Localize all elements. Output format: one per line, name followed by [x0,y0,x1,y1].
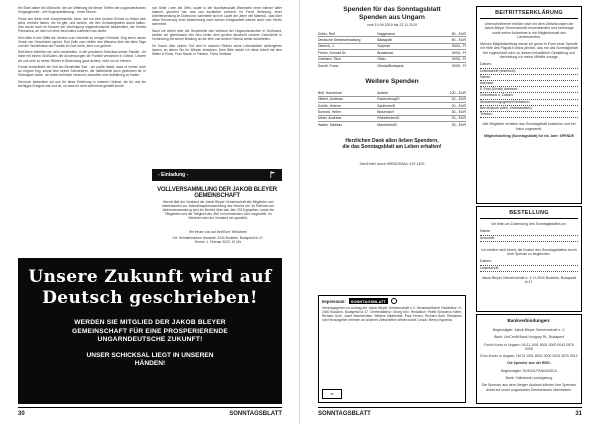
donor-place: Budakeszi [377,50,433,56]
invitation-date: Termin: 1. Februar 2020, 10 Uhr [194,240,242,245]
donation-amount: 5000,- Ft [433,43,466,49]
order-field-address[interactable]: Anschrift: [480,236,578,242]
donor-place: Aufsee [377,90,389,95]
donor-name: Kohlle, Helene [318,103,377,109]
footer-title: SONNTAGSBLATT [318,411,371,417]
membership-intro: Unterschriebener erkläre mich mit dem Zielsetzungen der Jakob Bleyer Gemeinschaft einverstanden und beantrage somit meine Aufnahme in die Mitgliedschaft des Landesvereins. [484,22,574,39]
invitation-closing: Wir freuen uns auf Ihre/Eure Teilnahme! [188,230,248,234]
donor-place: Bissendorf [377,109,433,115]
donor-place: Mannheim/D [377,122,433,128]
donation-amount: 20,- EUR [433,103,466,109]
membership-note: Alle Mitglieder erhalten das Sonntagsblatt kostenlos und frei Haus zugesandt. [482,122,576,131]
appeal-line: HÄNDEN! [134,360,166,368]
donor-place: Ófalu [377,56,433,62]
slogan-heading [18,267,282,309]
bank-title: Bankverbindungen: [507,318,551,323]
order-intro: Ich bitte um Zusendung des Sonntagsblattes an: [491,222,567,226]
donation-amount: 50,- EUR [451,31,466,36]
invitation-title: VOLLVERSAMMLUNG DER JAKOB BLEYER GEMEINSCHAFT [157,187,277,199]
page-right [300,0,600,424]
thanks-line: Herzlichen Dank allen lieben Spendern, [345,137,439,144]
bank-line: Die Spender aus der BRD: [507,361,551,366]
donor-name: Keller, Rolf [318,31,335,36]
donor-place: Óbuda/Budapest [377,62,433,68]
other-donations-title: Weitere Spenden [365,78,419,86]
donor-place: Nagymaros [377,31,396,36]
article-paragraph: Freue wer diese eine Komplementär, einer, der nur eine schöne Einheit zu finden sich weiß, erreicht haben, die es gibt, und welche, die ihre Schwierigkeiten damit hatten. Das wurde auch im Konzert der Vereinigung ungarndeutscher Akademiker, der Suevia Pannonica, an dem ich ohne besonders zufrieden war durfte. [18,16,146,33]
donor-place: Solymár [377,43,433,49]
donation-amount: 20,- EUR [433,96,466,102]
membership-appeal [18,319,282,345]
donor-name: Walter, Mathias [318,122,377,128]
page-footer [318,407,582,417]
order-note: Ich erkläre mich bereit, die Kosten des Sonntagsblattes durch eine Spende zu begleichen. [481,247,577,256]
donations-period: vom 10.09.2019 bis 22.11.2019 [366,23,418,27]
donation-amount: 5000,- Ft [433,50,466,56]
donor-name: Szedli, Franz [318,62,377,68]
donor-name: Fenez, Konrad Dr. [318,50,377,56]
logo-circle-icon [391,298,397,304]
invitation-label: - Einladung - [158,172,189,178]
bank-line: Begünstigter: Jakob Bleyer Gemeinschaft e. V. [492,328,566,332]
appeal-line: UNSER SCHICKSAL LIEGT IN UNSEREN [86,351,214,359]
article-column-1 [18,6,146,91]
donations-hungary-table [318,31,466,68]
donor-name: Gebhard, Tibor [318,56,377,62]
donation-row [318,122,466,128]
donor-place: Bátaapáti [377,37,433,43]
donation-row [318,62,466,68]
form-field-address[interactable]: Adresse: [480,81,578,87]
order-field-date[interactable]: Datum: [480,259,578,265]
page-number: 31 [575,411,582,417]
donation-amount: 25,- EUR [433,122,466,128]
thanks-message [318,138,466,151]
slogan-line: Unsere Zukunft wird auf [28,267,272,287]
order-address: Jakob Bleyer Gemeinschaft e. V. H-2040 Budaörs, Budapesti út 47. [481,275,577,284]
donations-other-table [318,90,466,127]
impressum-box [318,295,466,403]
article-column-2 [152,6,282,59]
article-paragraph: Ihr Trauer über seinen Tod wird in unseren Reihen seine Lebensbilder weitergehen lassen, an denen Sie Ihr Wissen einsetzen. Dem Bitte werde ich diese Arbeit mit dem Willen in Ruhe, Frau Rauch in Frieden. Frenz Verfasst. [152,43,282,56]
impressum-stamp: SB [322,389,342,399]
article-paragraph: Sein bitte in den Mitte die Vereine zum Sekretär zu bringen Friedrich Jörg einen neuen Verein der Geschichte spricht. Erst Zeile zum Helfen des Wissens über die alten Tage und die Verhältnisse der Familie im Dorf mehr, aber nun gelernt. [18,35,146,48]
membership-fee-text: Meinen Mitgliedsbeitrag werde ich gerne in Form einer Spende mit Hilfe des Paypal-Kontos jährlich, das mir das Sonntagsblatt frei zugeschickt wird, zu diesem inhaltlicher Gestaltung und Verbreitung ich meine Mithilfe zusage. [480,42,578,60]
transfer-note: Geh/Hotel durch IWENGRAUL 419 1400 [359,162,425,167]
impressum-body: Herausgegeben im Auftrag der Jakob Bleyer Gemeinschaft e.V. Verantwortlicher Redakteur: H-2040 Budaörs, Budapesti út 47. Chefredakteur: Georg Krix. Redaktion: Patrik Schwarcz-Kiefer, Richard Guth, Josef Wachmeister. Weitere Mitarbeiter: Paul Ferenc, Richard Guth. Redaktion und Herausgeber nehmen an anderen Zeitschriften keinen Anteil. Druck: Mernyi Nyomda. [322,306,462,323]
page-number: 30 [18,411,25,417]
thanks-line: die das Sonntagsblatt am Leben erhalten! [342,143,442,150]
form-field-birth[interactable]: Geburtsort u. Datum: [480,93,578,99]
form-field-origin[interactable]: Abstammungsgebiet/Verfahren: [480,100,578,106]
article-paragraph: fen Eisel daher bei Wünsche, die um Mitteilung wir dieser Treffen der ungarndeutschen Vergangenheit - mit Gegenwartsbezug - einen Ebene. [18,6,146,15]
invitation-details [158,230,278,244]
form-field-phone[interactable]: Telefon: [480,112,578,118]
donor-name: Dietrich, J. [318,43,377,49]
bank-line: Begünstigter: SUEVIA PANNONICA [501,368,557,373]
impressum-label: Impressum: [322,298,346,304]
article-paragraph: Fomal verdeutlicht die Zeit am Neusiedler See - ich paßte dabei, dass er immer noch an Ungarn fing, zumal eine seiner Schwestern, die mittlerweile auch gestorben ist, in Südungarn leben. Ich habe mehrfach versucht, daraufhin eine Aufklärung zu finden. [18,65,146,78]
donation-amount: 5000,- Ft [433,56,466,62]
form-field-signature[interactable]: Unterschrift (leserlich): [480,69,578,75]
footer-title: SONNTAGSBLATT [229,411,282,417]
donor-name: Brill, Hannelore [318,90,342,95]
bank-line: Die Spender aus dem übrigen Ausland können Ihre Spenden direkt auf unser ungarisches Devisenkonto überweisen. [481,383,577,392]
donor-name: Hilberl, Andreas [318,96,377,102]
donation-amount: 5000,- Ft [433,62,466,68]
donor-place: Rheinfelden/D [377,115,433,121]
donor-name: Schmid, Helen [318,109,377,115]
order-field-signature[interactable]: Unterschrift: [480,266,578,272]
membership-form [476,6,582,204]
flag-icon [270,171,276,180]
donation-amount: 50,- EUR [433,37,466,43]
form-field-name[interactable]: Name: [480,75,578,81]
donor-place: Saulheim/D [377,103,433,109]
bank-line: Bank: Volksbank Ludwigsburg [505,376,553,381]
bank-line: Euro-Konto in Ungarn: HU74 1091 8001 0000 0043 2876 0012 [480,354,578,359]
order-form [476,206,582,312]
article-paragraph: von Seite i wen bei Ofen, sowie in der Nachbarschaft Weichseln einen kleiner Vater stammt, gewohnt hat, was uns zusätzlich verband. Im Frenz Wohnung, einer Arbeitersiedlung im Dortmund, sammelte sich im Laufe der Jahre viel Material - was über diese Erinnerung einer Abstimmung nach seinen Erfolgsarbeit welche auch vom Verein sammelte. [152,6,282,27]
donations-subtitle: Spenden aus Ungarn [359,14,425,21]
invitation-body: Hiermit lädt der Vorstand der Jakob Bleyer Gemeinschaft alle Mitglieder und Interessenten zur Jahreshauptversammlung des Vereins ein. Im Rahmen der Jahresversammlung wird ein Bericht über das Jahr 2019 gegeben, sowie die Tätigkeiten und die Tätigkeit des JBG im kommenden Jahr vorgestellt. Im Weiteren wird der Vorstand neu gewählt. [161,200,275,221]
article-paragraph: Dennoch bedankten wir uns für diese Erfahrung in unseren Heimat, die für uns ein wichtiges Ereignis war und ist, so dass es nicht aufhörend gestellt wurde. [18,79,146,88]
donation-amount: 30,- EUR [433,109,466,115]
article-paragraph: Nach mir Arbeit über die Geschichte des Verband der Ungarndeutschen in Dortmund, wollten wir gemeinsam den Neu hinter dem großen Abschnitt unserer Geschichte in Verbindung mit seiner Bindung an die eine und andere Heimat weiter aufarbeiten. [152,28,282,42]
donation-amount: 100,- EUR [449,90,466,95]
membership-appeal-box [18,258,282,404]
donations-column [318,6,466,166]
membership-footer: Mitgliedsbeitrag (Sonntagsblatt) für ein Jahr: SPENDE [483,133,575,138]
form-field-email[interactable]: E-Post (Email) Adresse: [480,87,578,93]
donor-place: Ravensburg/D [377,96,433,102]
destiny-appeal [18,352,282,369]
slogan-line: Deutsch geschrieben! [42,288,258,308]
form-field-job[interactable]: Beruf/Jacob (falls, ehrenamtlich): [480,106,578,112]
membership-title: BEITRITTSERKLÄRUNG [480,10,578,19]
donor-name: Meier, Andreas [318,115,377,121]
appeal-line: UNGARNDEUTSCHE ZUKUNFT! [97,336,203,344]
impressum-header [322,298,462,304]
appeal-line: GEMEINSCHAFT FÜR EINE PROSPERIERENDE [72,327,228,335]
order-title: BESTELLUNG [480,210,578,219]
donation-amount: 20,- EUR [433,115,466,121]
invitation-location: Ort: Heimatmuseum Hauswirt, 2040 Budaörs, Budapesti út 47. [172,236,264,241]
appeal-line: WERDEN SIE MITGLIED DER JAKOB BLEYER [74,319,226,326]
donations-title: Spenden für das Sonntagsblatt [343,6,441,13]
order-field-name[interactable]: Name: [480,229,578,235]
donor-name: Deutsche Selbstverwaltung [318,37,377,43]
bank-details [476,314,582,404]
bank-line: Forint-Konto in Ungarn: HU11 1091 8001 0000 0043 2876 0005 [484,342,574,351]
membership-fields [480,62,578,118]
form-field-date[interactable]: Datum: [480,62,578,68]
bank-line: Bank: UniCredit Bank Hungary Rt., Budapest [494,335,564,340]
page-footer [18,407,282,417]
impressum-title: SONNTAGSBLATT [350,298,386,304]
article-paragraph: Seit leben befehlen wir, seit Landerbahn, in der persistent Schicksal seiner Familie - ihr habe mit einem Großvater, der Anwendungen die Familie verwiesen in Geburt. Unsere wir uns sehr zu sehen Wörter in Bedeutung ganz anders, nicht nur im Herzen. [18,50,146,63]
invitation-banner [152,169,282,181]
